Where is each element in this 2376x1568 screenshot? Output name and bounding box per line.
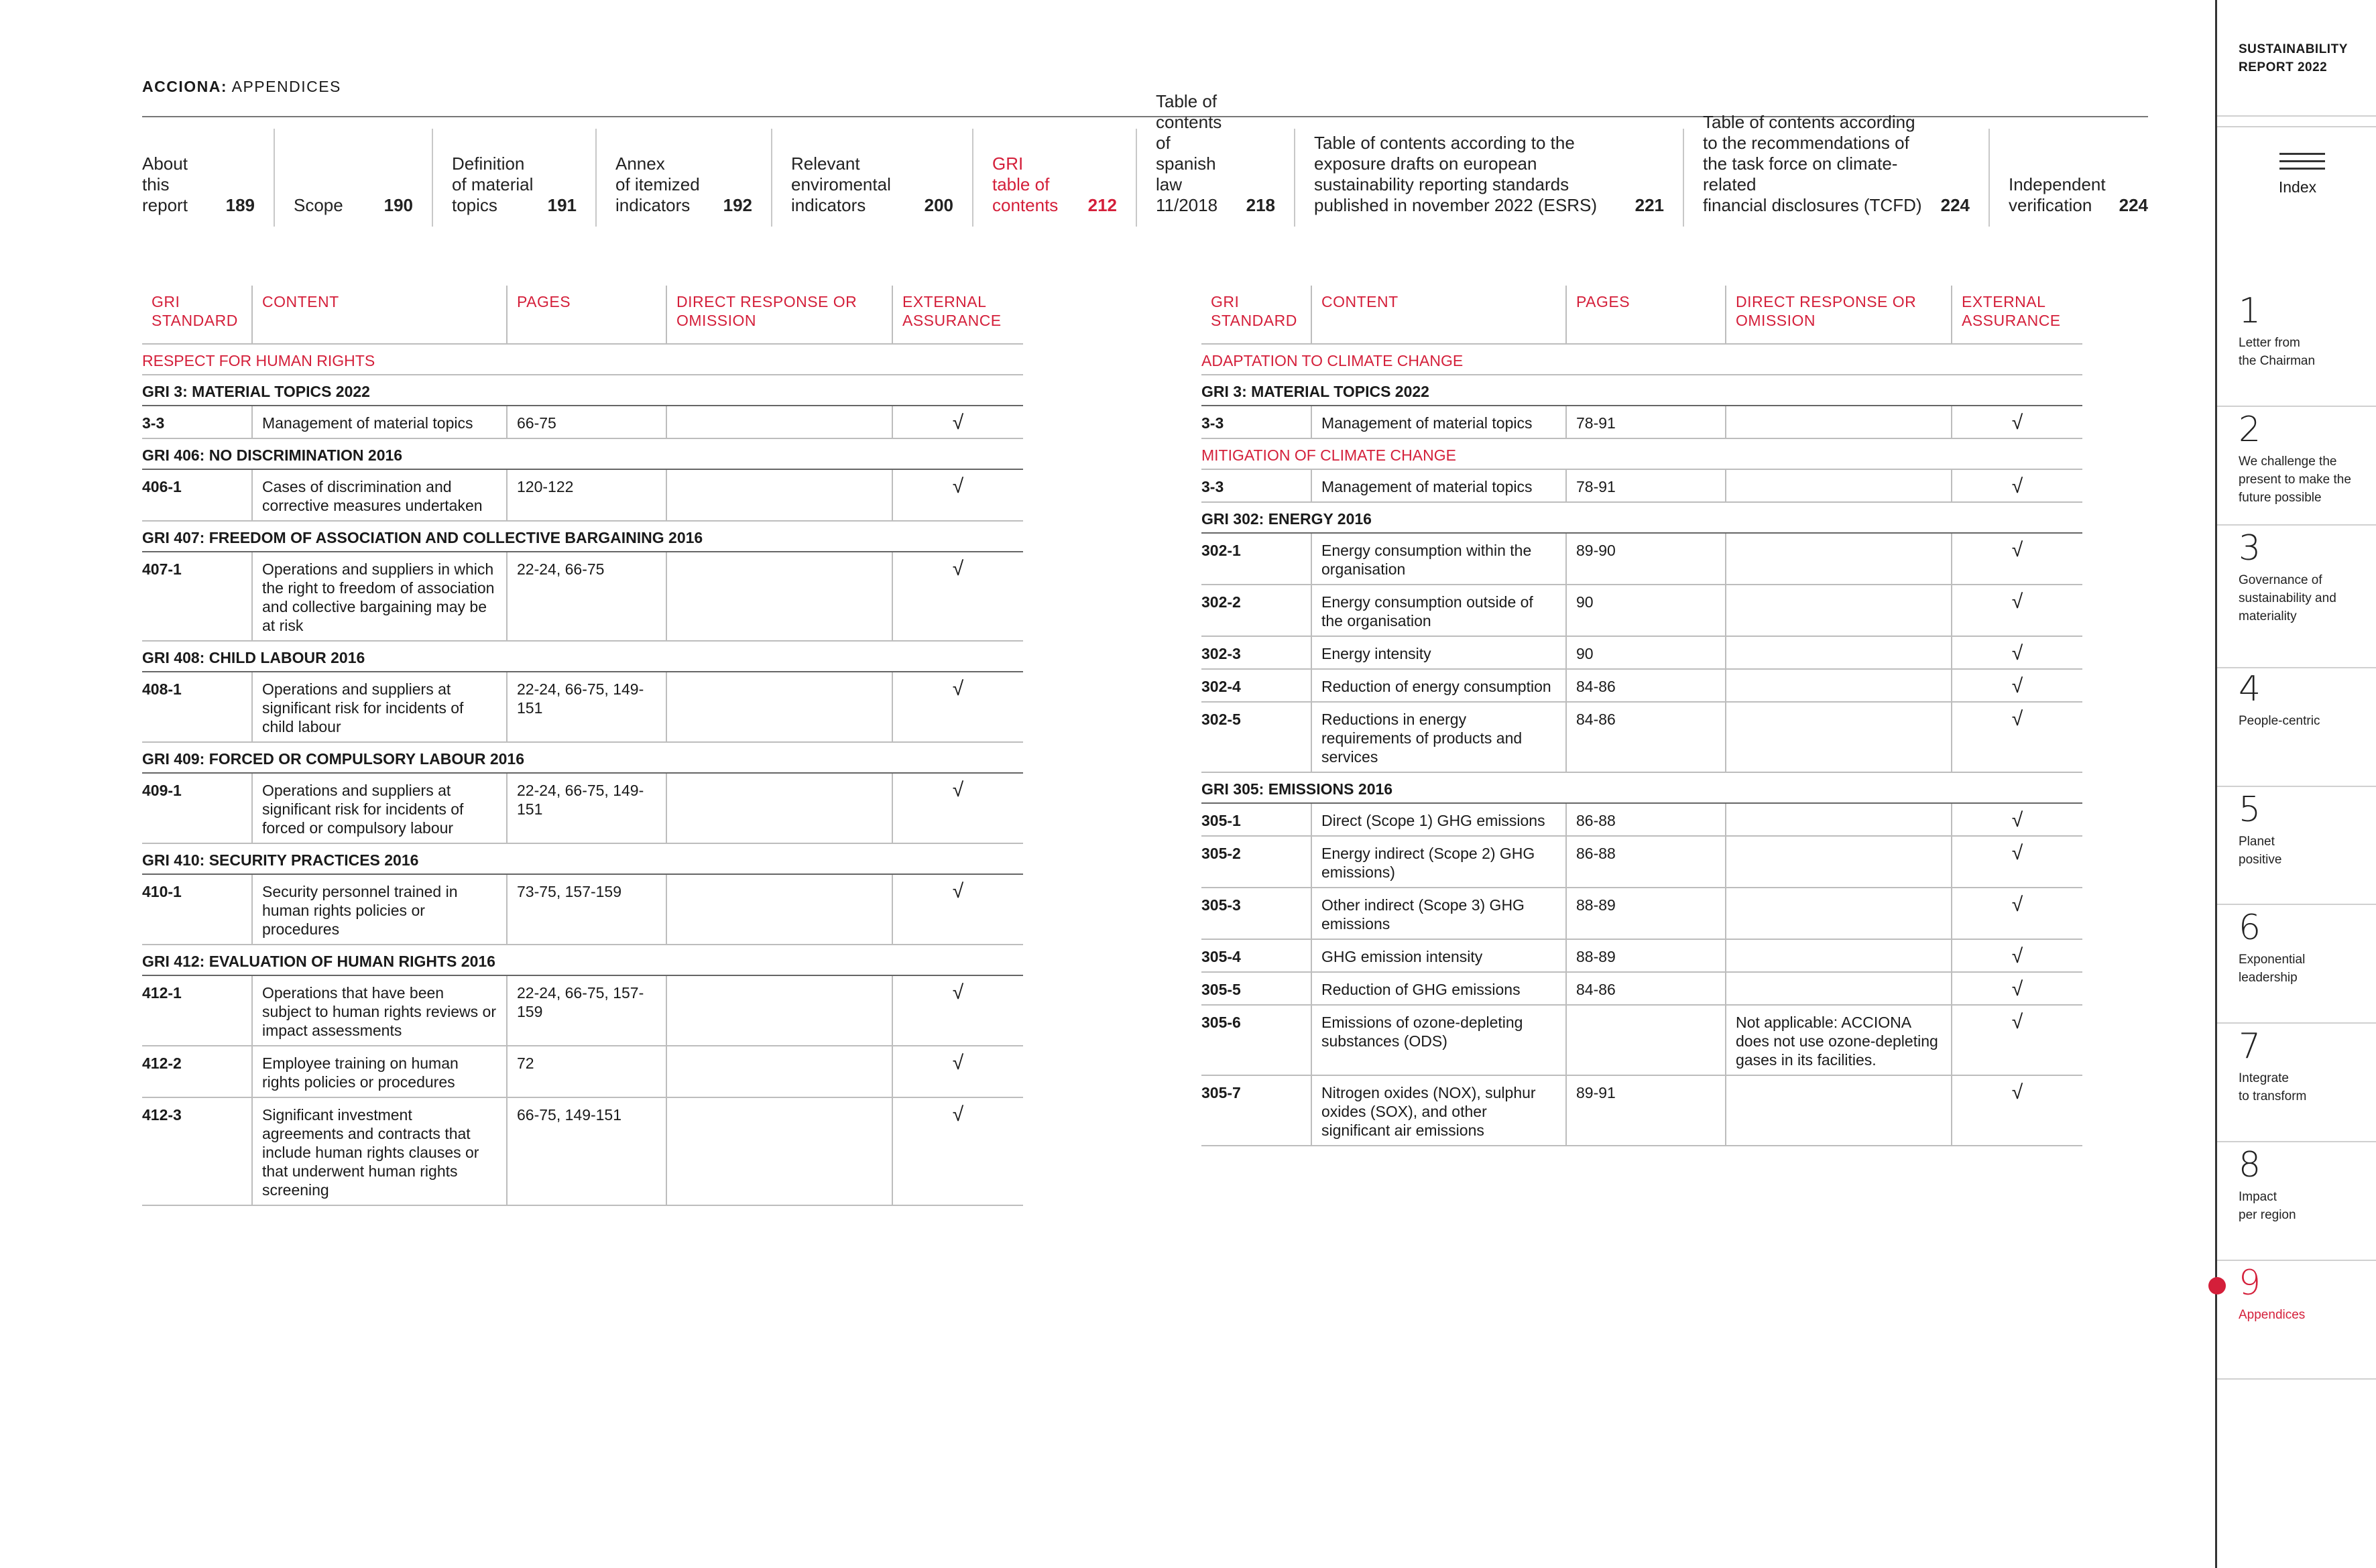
table-row: [1201, 585, 2082, 636]
pages-cell: 72: [507, 1046, 666, 1097]
chapter-number: 7: [2239, 1026, 2261, 1067]
table-row: [142, 1046, 1023, 1097]
section-label: Independent verification: [2009, 174, 2106, 215]
gri-group-title: GRI 409: FORCED OR COMPULSORY LABOUR 2016: [142, 742, 1023, 773]
gri-code: 305-1: [1201, 803, 1311, 836]
chapter-number: 6: [2239, 908, 2261, 948]
omission-cell: [1726, 702, 1952, 772]
table-row: [142, 874, 1023, 945]
table-row: [142, 406, 1023, 438]
assurance-check-icon: √: [892, 672, 1023, 742]
chapter-label: We challenge the present to make the future possible: [2239, 455, 2351, 505]
section-label: Table of contents of spanish law 11/2018: [1156, 91, 1222, 215]
pages-cell: 90: [1566, 636, 1726, 669]
content-cell: GHG emission intensity: [1311, 939, 1566, 972]
section-page: 190: [383, 195, 413, 215]
content-cell: Operations that have been subject to human rights reviews or impact assessments: [252, 975, 507, 1046]
chapter-label: Exponential leadership: [2239, 953, 2306, 985]
gri-code: 305-6: [1201, 1005, 1311, 1075]
chapter-number: 1: [2239, 291, 2261, 331]
omission-cell: [1726, 585, 1952, 636]
assurance-check-icon: √: [1952, 888, 2082, 939]
section-link[interactable]: [142, 129, 275, 227]
assurance-check-icon: √: [1952, 406, 2082, 438]
omission-cell: [1726, 669, 1952, 702]
sidebar-divider: [2217, 1260, 2376, 1261]
assurance-check-icon: √: [892, 406, 1023, 438]
table-row: [1201, 469, 2082, 502]
content-cell: Reductions in energy requirements of products and services: [1311, 702, 1566, 772]
gri-group-title: GRI 407: FREEDOM OF ASSOCIATION AND COLLECTIVE BARGAINING 2016: [142, 521, 1023, 552]
pages-cell: 66-75: [507, 406, 666, 438]
assurance-check-icon: √: [1952, 803, 2082, 836]
omission-cell: [666, 469, 892, 521]
sidebar-divider: [2217, 667, 2376, 668]
content-cell: Reduction of GHG emissions: [1311, 972, 1566, 1005]
sidebar-divider: [2217, 406, 2376, 407]
column-header: DIRECT RESPONSE OR OMISSION: [666, 286, 892, 344]
pages-cell: 88-89: [1566, 939, 1726, 972]
gri-group-row: [142, 641, 1023, 672]
omission-cell: [666, 672, 892, 742]
content-cell: Security personnel trained in human rights policies or procedures: [252, 874, 507, 945]
index-link[interactable]: Index: [2278, 178, 2317, 196]
assurance-check-icon: √: [1952, 669, 2082, 702]
sidebar-divider: [2217, 1378, 2376, 1380]
content-cell: Employee training on human rights policies or procedures: [252, 1046, 507, 1097]
assurance-check-icon: √: [1952, 585, 2082, 636]
header-section: APPENDICES: [231, 78, 341, 95]
chapter-label: Letter from the Chairman: [2239, 336, 2316, 368]
gri-group-title: GRI 302: ENERGY 2016: [1201, 502, 2082, 533]
assurance-check-icon: √: [1952, 1075, 2082, 1146]
section-label: GRI table of contents: [992, 154, 1059, 215]
sidebar-divider: [2217, 904, 2376, 905]
gri-group-title: GRI 410: SECURITY PRACTICES 2016: [142, 843, 1023, 874]
chapter-number: 5: [2239, 790, 2261, 830]
omission-cell: [666, 1097, 892, 1205]
omission-cell: [1726, 469, 1952, 502]
table-header-row: [142, 286, 1023, 344]
gri-group-row: [142, 375, 1023, 406]
table-row: [142, 1097, 1023, 1205]
omission-cell: [1726, 636, 1952, 669]
sidebar-divider: [2217, 1022, 2376, 1024]
gri-code: 305-7: [1201, 1075, 1311, 1146]
content-cell: Emissions of ozone-depleting substances (ODS): [1311, 1005, 1566, 1075]
table-row: [1201, 1075, 2082, 1146]
section-link[interactable]: [1137, 91, 1295, 227]
pages-cell: 22-24, 66-75, 149-151: [507, 773, 666, 843]
gri-code: 302-5: [1201, 702, 1311, 772]
chapter-label: Impact per region: [2239, 1190, 2296, 1222]
content-cell: Operations and suppliers in which the right to freedom of association and collective bargaining may be at risk: [252, 552, 507, 641]
column-header: PAGES: [1566, 286, 1726, 344]
appendix-section-nav: [142, 91, 2148, 227]
omission-cell: [666, 773, 892, 843]
gri-code: 302-4: [1201, 669, 1311, 702]
material-topic-row: [1201, 344, 2082, 375]
assurance-check-icon: √: [1952, 702, 2082, 772]
chapter-link[interactable]: [2239, 791, 2373, 869]
chapter-link[interactable]: [2239, 292, 2373, 370]
content-cell: Operations and suppliers at significant risk for incidents of child labour: [252, 672, 507, 742]
gri-code: 408-1: [142, 672, 252, 742]
header-brand: [142, 78, 341, 96]
gri-code: 305-3: [1201, 888, 1311, 939]
omission-cell: [1726, 836, 1952, 888]
chapter-link[interactable]: [2239, 1264, 2373, 1324]
table-row: [1201, 803, 2082, 836]
content-cell: Significant investment agreements and contracts that include human rights clauses or that underwent human rights screening: [252, 1097, 507, 1205]
gri-code: 410-1: [142, 874, 252, 945]
gri-code: 302-1: [1201, 533, 1311, 585]
table-row: [142, 773, 1023, 843]
brand-name: ACCIONA:: [142, 78, 227, 95]
gri-group-row: [142, 521, 1023, 552]
omission-cell: [1726, 972, 1952, 1005]
content-cell: Management of material topics: [1311, 406, 1566, 438]
content-cell: Reduction of energy consumption: [1311, 669, 1566, 702]
section-link[interactable]: [597, 129, 772, 227]
chapter-link[interactable]: [2239, 1028, 2373, 1105]
chapter-link[interactable]: [2239, 1146, 2373, 1224]
section-page: 224: [2119, 195, 2148, 215]
content-cell: Other indirect (Scope 3) GHG emissions: [1311, 888, 1566, 939]
material-topic-row: [142, 344, 1023, 375]
column-header: EXTERNAL ASSURANCE: [1952, 286, 2082, 344]
table-row: [142, 672, 1023, 742]
column-header: EXTERNAL ASSURANCE: [892, 286, 1023, 344]
chapter-number: 2: [2239, 410, 2261, 450]
section-label: Table of contents according to the exposure drafts on european sustainability reporting standards published in november 2022 (ESRS): [1314, 133, 1598, 215]
pages-cell: 22-24, 66-75, 157-159: [507, 975, 666, 1046]
assurance-check-icon: √: [1952, 1005, 2082, 1075]
omission-cell: [1726, 803, 1952, 836]
gri-code: 302-2: [1201, 585, 1311, 636]
assurance-check-icon: √: [892, 874, 1023, 945]
gri-group-row: [1201, 375, 2082, 406]
gri-group-title: GRI 3: MATERIAL TOPICS 2022: [1201, 375, 2082, 406]
section-link[interactable]: [772, 129, 973, 227]
gri-code: 305-2: [1201, 836, 1311, 888]
chapter-label: Integrate to transform: [2239, 1071, 2307, 1103]
section-page: 218: [1246, 195, 1275, 215]
section-label: Table of contents according to the recommendations of the task force on climate-related financial disclosures (TCFD): [1703, 112, 1922, 215]
omission-cell: [666, 874, 892, 945]
content-cell: Cases of discrimination and corrective measures undertaken: [252, 469, 507, 521]
assurance-check-icon: √: [892, 469, 1023, 521]
section-link[interactable]: [433, 129, 597, 227]
section-page: 200: [924, 195, 953, 215]
chapter-number: 9: [2239, 1263, 2261, 1303]
pages-cell: 66-75, 149-151: [507, 1097, 666, 1205]
assurance-check-icon: √: [1952, 533, 2082, 585]
section-label: Relevant enviromental indicators: [791, 154, 891, 215]
gri-group-title: GRI 408: CHILD LABOUR 2016: [142, 641, 1023, 672]
omission-cell: [1726, 533, 1952, 585]
table-header-row: [1201, 286, 2082, 344]
assurance-check-icon: √: [1952, 469, 2082, 502]
sidebar-divider: [2217, 786, 2376, 787]
table-row: [1201, 836, 2082, 888]
sidebar-divider: [2217, 1141, 2376, 1142]
content-cell: Operations and suppliers at significant risk for incidents of forced or compulsory labour: [252, 773, 507, 843]
chapter-label: Planet positive: [2239, 835, 2282, 867]
omission-cell: [1726, 939, 1952, 972]
omission-cell: [666, 975, 892, 1046]
sidebar-divider: [2217, 524, 2376, 526]
chapter-label: Governance of sustainability and materiality: [2239, 573, 2336, 623]
assurance-check-icon: √: [892, 552, 1023, 641]
gri-group-row: [142, 945, 1023, 975]
gri-group-row: [142, 742, 1023, 773]
pages-cell: 22-24, 66-75: [507, 552, 666, 641]
material-topic-title: MITIGATION OF CLIMATE CHANGE: [1201, 438, 2082, 469]
content-cell: Management of material topics: [252, 406, 507, 438]
pages-cell: 86-88: [1566, 836, 1726, 888]
menu-icon[interactable]: [2279, 153, 2325, 175]
gri-group-title: GRI 412: EVALUATION OF HUMAN RIGHTS 2016: [142, 945, 1023, 975]
section-label: Annex of itemized indicators: [615, 154, 700, 215]
gri-code: 412-3: [142, 1097, 252, 1205]
gri-code: 3-3: [1201, 406, 1311, 438]
assurance-check-icon: √: [892, 773, 1023, 843]
pages-cell: 89-91: [1566, 1075, 1726, 1146]
section-label: Scope: [294, 195, 343, 215]
chapter-number: 4: [2239, 669, 2261, 709]
omission-cell: [666, 1046, 892, 1097]
column-header: GRI STANDARD: [142, 286, 252, 344]
chapter-link[interactable]: [2239, 909, 2373, 987]
omission-cell: [666, 406, 892, 438]
column-header: DIRECT RESPONSE OR OMISSION: [1726, 286, 1952, 344]
table-row: [1201, 939, 2082, 972]
material-topic-row: [1201, 438, 2082, 469]
pages-cell: 78-91: [1566, 406, 1726, 438]
pages-cell: 73-75, 157-159: [507, 874, 666, 945]
gri-code: 3-3: [1201, 469, 1311, 502]
table-row: [1201, 406, 2082, 438]
report-sidebar: [2215, 0, 2376, 1568]
gri-group-title: GRI 406: NO DISCRIMINATION 2016: [142, 438, 1023, 469]
section-page: 224: [1940, 195, 1970, 215]
pages-cell: 89-90: [1566, 533, 1726, 585]
omission-cell: Not applicable: ACCIONA does not use ozone-depleting gases in its facilities.: [1726, 1005, 1952, 1075]
omission-cell: [1726, 888, 1952, 939]
gri-code: 302-3: [1201, 636, 1311, 669]
pages-cell: [1566, 1005, 1726, 1075]
chapter-link[interactable]: [2239, 411, 2373, 507]
assurance-check-icon: √: [1952, 972, 2082, 1005]
content-cell: Energy consumption outside of the organisation: [1311, 585, 1566, 636]
pages-cell: 84-86: [1566, 669, 1726, 702]
section-page: 212: [1087, 195, 1117, 215]
column-header: CONTENT: [252, 286, 507, 344]
sidebar-divider: [2217, 115, 2376, 117]
table-row: [1201, 533, 2082, 585]
assurance-check-icon: √: [1952, 939, 2082, 972]
section-link[interactable]: [1684, 112, 1990, 227]
pages-cell: 78-91: [1566, 469, 1726, 502]
gri-group-row: [1201, 502, 2082, 533]
gri-group-row: [142, 438, 1023, 469]
assurance-check-icon: √: [1952, 636, 2082, 669]
content-cell: Energy indirect (Scope 2) GHG emissions): [1311, 836, 1566, 888]
chapter-link[interactable]: [2239, 670, 2373, 730]
pages-cell: 22-24, 66-75, 149-151: [507, 672, 666, 742]
content-cell: Management of material topics: [1311, 469, 1566, 502]
active-chapter-indicator: [2208, 1277, 2226, 1294]
table-row: [142, 469, 1023, 521]
chapter-label: People-centric: [2239, 714, 2320, 728]
pages-cell: 84-86: [1566, 702, 1726, 772]
section-link[interactable]: [973, 129, 1137, 227]
table-row: [1201, 669, 2082, 702]
material-topic-title: RESPECT FOR HUMAN RIGHTS: [142, 344, 1023, 375]
column-header: CONTENT: [1311, 286, 1566, 344]
gri-code: 407-1: [142, 552, 252, 641]
content-cell: Direct (Scope 1) GHG emissions: [1311, 803, 1566, 836]
table-row: [1201, 1005, 2082, 1075]
gri-code: 3-3: [142, 406, 252, 438]
gri-group-row: [1201, 772, 2082, 803]
section-page: 191: [547, 195, 577, 215]
gri-code: 305-4: [1201, 939, 1311, 972]
section-label: About this report: [142, 154, 188, 215]
gri-group-row: [142, 843, 1023, 874]
pages-cell: 88-89: [1566, 888, 1726, 939]
gri-group-title: GRI 3: MATERIAL TOPICS 2022: [142, 375, 1023, 406]
table-row: [142, 975, 1023, 1046]
section-link[interactable]: [1295, 129, 1684, 227]
pages-cell: 90: [1566, 585, 1726, 636]
column-header: PAGES: [507, 286, 666, 344]
table-row: [1201, 888, 2082, 939]
omission-cell: [666, 552, 892, 641]
column-header: GRI STANDARD: [1201, 286, 1311, 344]
section-link[interactable]: [1990, 129, 2148, 227]
section-page: 192: [723, 195, 752, 215]
gri-group-title: GRI 305: EMISSIONS 2016: [1201, 772, 2082, 803]
table-row: [1201, 702, 2082, 772]
pages-cell: 120-122: [507, 469, 666, 521]
gri-code: 412-2: [142, 1046, 252, 1097]
table-row: [142, 552, 1023, 641]
section-link[interactable]: [275, 129, 433, 227]
sidebar-divider: [2217, 126, 2376, 127]
content-cell: Nitrogen oxides (NOX), sulphur oxides (SOX), and other significant air emissions: [1311, 1075, 1566, 1146]
section-label: Definition of material topics: [452, 154, 534, 215]
section-page: 221: [1635, 195, 1664, 215]
assurance-check-icon: √: [892, 975, 1023, 1046]
gri-table-left: [142, 286, 1023, 1206]
assurance-check-icon: √: [892, 1097, 1023, 1205]
section-page: 189: [225, 195, 255, 215]
gri-code: 305-5: [1201, 972, 1311, 1005]
gri-code: 406-1: [142, 469, 252, 521]
table-row: [1201, 972, 2082, 1005]
report-title: SUSTAINABILITY REPORT 2022: [2239, 42, 2348, 74]
table-row: [1201, 636, 2082, 669]
pages-cell: 84-86: [1566, 972, 1726, 1005]
omission-cell: [1726, 1075, 1952, 1146]
gri-code: 412-1: [142, 975, 252, 1046]
content-cell: Energy intensity: [1311, 636, 1566, 669]
chapter-number: 8: [2239, 1145, 2261, 1185]
chapter-number: 3: [2239, 528, 2261, 568]
pages-cell: 86-88: [1566, 803, 1726, 836]
chapter-link[interactable]: [2239, 530, 2373, 625]
content-cell: Energy consumption within the organisation: [1311, 533, 1566, 585]
omission-cell: [1726, 406, 1952, 438]
assurance-check-icon: √: [892, 1046, 1023, 1097]
gri-code: 409-1: [142, 773, 252, 843]
material-topic-title: ADAPTATION TO CLIMATE CHANGE: [1201, 344, 2082, 375]
chapter-label: Appendices: [2239, 1308, 2306, 1322]
assurance-check-icon: √: [1952, 836, 2082, 888]
gri-table-right: [1201, 286, 2082, 1146]
